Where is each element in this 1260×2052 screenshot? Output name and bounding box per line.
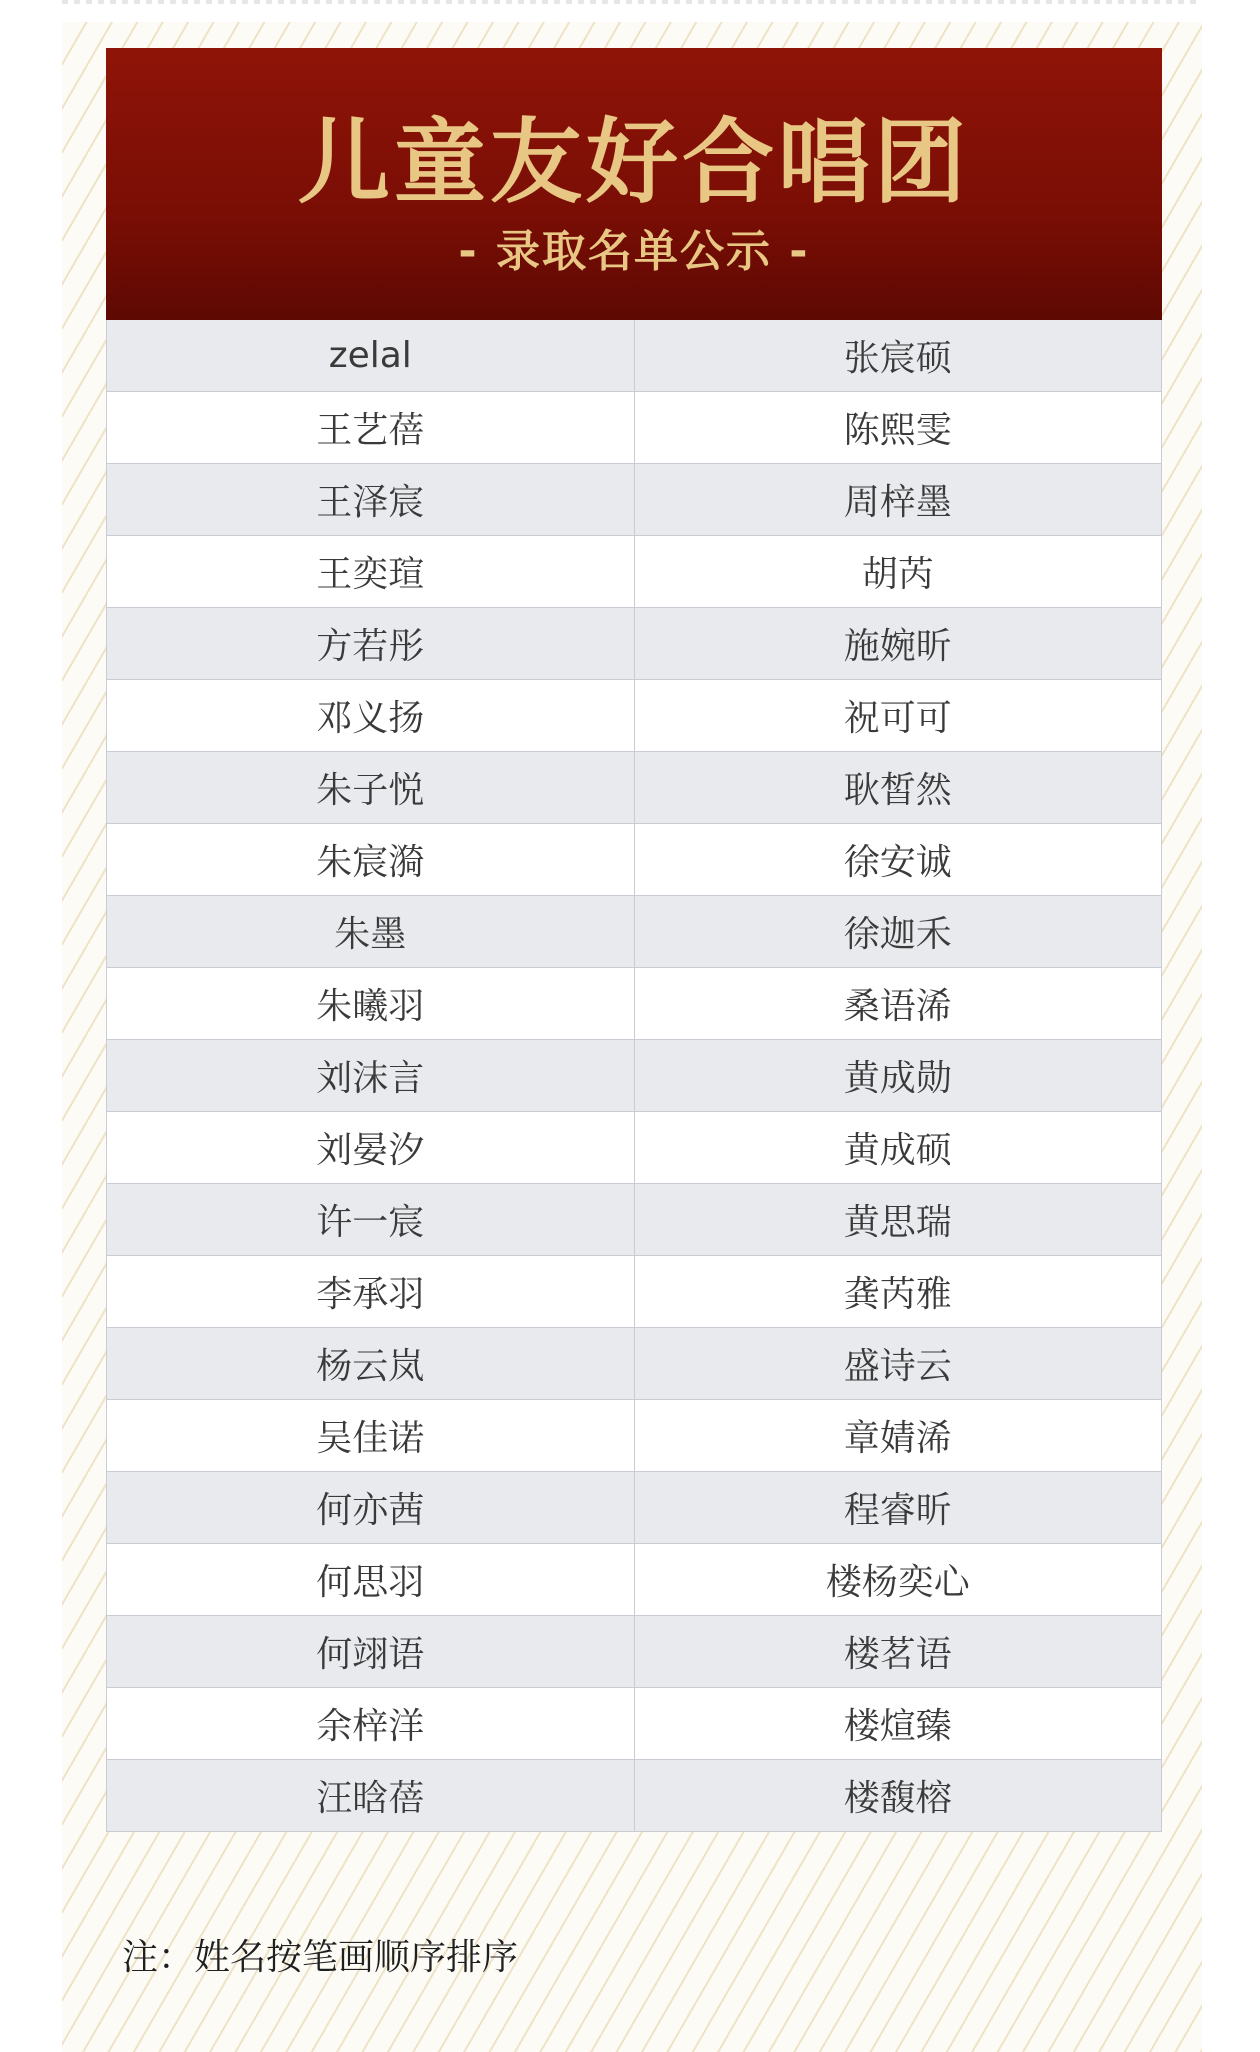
name-cell-right: 程睿昕 — [634, 1472, 1162, 1544]
name-cell-right: 周梓墨 — [634, 464, 1162, 536]
name-cell-right: 楼煊臻 — [634, 1688, 1162, 1760]
name-cell-right: 桑语浠 — [634, 968, 1162, 1040]
name-cell-left: 汪晗蓓 — [107, 1760, 635, 1832]
name-cell-right: 祝可可 — [634, 680, 1162, 752]
name-cell-right: 楼杨奕心 — [634, 1544, 1162, 1616]
name-cell-left: 许一宸 — [107, 1184, 635, 1256]
table-row — [107, 896, 1162, 968]
list-header — [106, 48, 1162, 320]
name-cell-left: 刘晏汐 — [107, 1112, 635, 1184]
names-table-body — [107, 320, 1162, 1832]
name-cell-left: 方若彤 — [107, 608, 635, 680]
name-cell-right: 章婧浠 — [634, 1400, 1162, 1472]
table-row — [107, 1400, 1162, 1472]
table-row — [107, 1112, 1162, 1184]
sort-order-note: 注：姓名按笔画顺序排序 — [122, 1937, 519, 1978]
name-cell-left: 王奕瑄 — [107, 536, 635, 608]
name-cell-left: 邓义扬 — [107, 680, 635, 752]
table-row — [107, 1040, 1162, 1112]
table-row — [107, 752, 1162, 824]
page-subtitle: - 录取名单公示 - — [458, 226, 810, 277]
name-cell-right: 龚芮雅 — [634, 1256, 1162, 1328]
name-cell-left: 李承羽 — [107, 1256, 635, 1328]
table-row — [107, 968, 1162, 1040]
name-cell-right: 黄成勋 — [634, 1040, 1162, 1112]
name-cell-left: 余梓洋 — [107, 1688, 635, 1760]
table-row — [107, 1184, 1162, 1256]
table-row — [107, 1760, 1162, 1832]
name-cell-left: 朱墨 — [107, 896, 635, 968]
name-cell-left: 王艺蓓 — [107, 392, 635, 464]
admission-list-card — [106, 48, 1162, 1832]
table-row — [107, 1256, 1162, 1328]
name-cell-left: 朱曦羽 — [107, 968, 635, 1040]
name-cell-right: 楼馥榕 — [634, 1760, 1162, 1832]
table-row — [107, 1616, 1162, 1688]
name-cell-left: 刘沫言 — [107, 1040, 635, 1112]
name-cell-left: 王泽宸 — [107, 464, 635, 536]
name-cell-left: 朱宸漪 — [107, 824, 635, 896]
name-cell-right: 盛诗云 — [634, 1328, 1162, 1400]
name-cell-right: 陈熙雯 — [634, 392, 1162, 464]
name-cell-left: 朱子悦 — [107, 752, 635, 824]
name-cell-left: zelal — [107, 320, 635, 392]
table-row — [107, 680, 1162, 752]
name-cell-left: 吴佳诺 — [107, 1400, 635, 1472]
top-dashed-line — [62, 0, 1202, 4]
name-cell-left: 何亦茜 — [107, 1472, 635, 1544]
name-cell-right: 耿皙然 — [634, 752, 1162, 824]
table-row — [107, 824, 1162, 896]
table-row — [107, 1472, 1162, 1544]
table-row — [107, 320, 1162, 392]
name-cell-right: 黄思瑞 — [634, 1184, 1162, 1256]
name-cell-left: 何翊语 — [107, 1616, 635, 1688]
names-table — [106, 320, 1162, 1832]
name-cell-right: 黄成硕 — [634, 1112, 1162, 1184]
table-row — [107, 536, 1162, 608]
name-cell-right: 徐迦禾 — [634, 896, 1162, 968]
table-row — [107, 1688, 1162, 1760]
name-cell-right: 徐安诚 — [634, 824, 1162, 896]
name-cell-right: 施婉昕 — [634, 608, 1162, 680]
name-cell-right: 张宸硕 — [634, 320, 1162, 392]
name-cell-right: 胡芮 — [634, 536, 1162, 608]
page-title: 儿童友好合唱团 — [297, 108, 970, 216]
table-row — [107, 1544, 1162, 1616]
name-cell-left: 何思羽 — [107, 1544, 635, 1616]
name-cell-right: 楼茗语 — [634, 1616, 1162, 1688]
table-row — [107, 1328, 1162, 1400]
table-row — [107, 464, 1162, 536]
name-cell-left: 杨云岚 — [107, 1328, 635, 1400]
table-row — [107, 392, 1162, 464]
table-row — [107, 608, 1162, 680]
